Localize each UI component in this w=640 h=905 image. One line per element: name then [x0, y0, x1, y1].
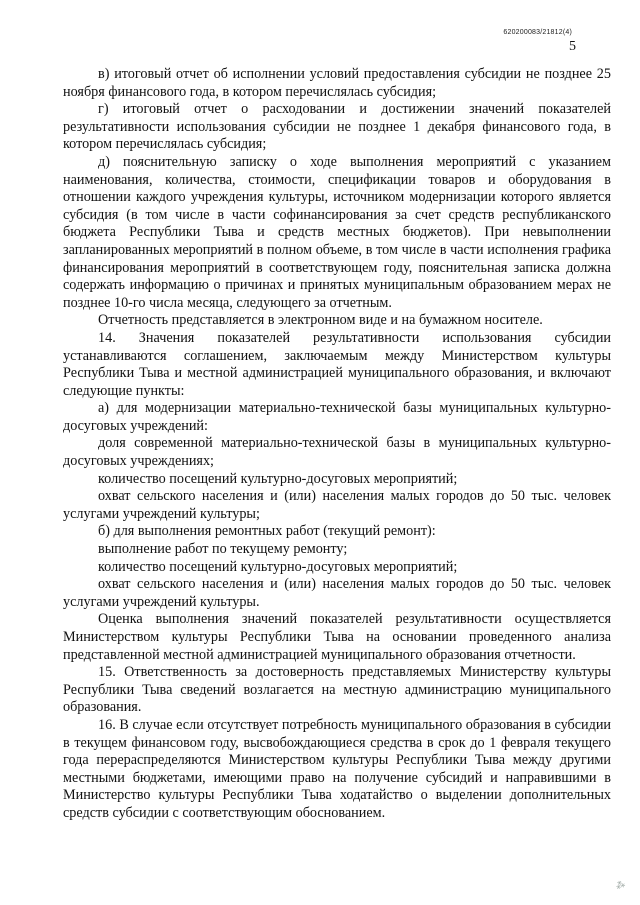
paragraph-report-execution: в) итоговый отчет об исполнении условий предоставления субсидии не позднее 25 ноября финансового года, в котором перечислялась субсидия; — [63, 66, 611, 100]
page-number: 5 — [569, 39, 576, 54]
paragraph-14-indicators: 14. Значения показателей результативности использования субсидии устанавливаются соглашением, заключаемым между Министерством культуры Республики Тыва и местной администрацией муниципального образования, и включают следующие пункты: — [63, 329, 611, 399]
corner-scan-mark: ⁂ — [614, 878, 627, 892]
paragraph-16-redistribution: 16. В случае если отсутствует потребность муниципального образования в субсидии в текущем финансовом году, высвобождающиеся средства в срок до 1 февраля текущего года перераспределяются Министерством культуры Республики Тыва между другими местными бюджетами, имеющими право на получение субсидий и направившими в Министерство культуры Республики Тыва ходатайство о выделении дополнительных средств субсидии с соответствующим обоснованием. — [63, 716, 611, 821]
paragraph-explanatory-note: д) пояснительную записку о ходе выполнения мероприятий с указанием наименования, количества, стоимости, спецификации товаров и оборудования в отношении каждого учреждения культуры, источником модернизации которого является субсидия (в том числе в части софинансирования за счет средств республиканского бюджета Республики Тыва и средств местных бюджетов). При невыполнении запланированных мероприятий в полном объеме, в том числе в части исполнения графика финансирования мероприятий в соответствующем году, пояснительная записка должна содержать информацию о причинах и принятых муниципальным образованием мерах не позднее 10-го числа месяца, следующего за отчетным. — [63, 153, 611, 311]
paragraph-indicator-visits: количество посещений культурно-досуговых мероприятий; — [98, 470, 458, 487]
document-id: 620200083/21812(4) — [503, 29, 572, 36]
paragraph-report-expenditure: г) итоговый отчет о расходовании и достижении значений показателей результативности использования субсидии не позднее 1 декабря финансового года, в котором перечислялась субсидия; — [63, 101, 611, 153]
paragraph-item-a: а) для модернизации материально-технической базы муниципальных культурно-досуговых учреждений: — [63, 400, 611, 434]
document-body — [63, 66, 611, 823]
paragraph-item-b: б) для выполнения ремонтных работ (текущий ремонт): — [98, 523, 436, 540]
paragraph-indicator-repair: выполнение работ по текущему ремонту; — [98, 541, 348, 558]
paragraph-indicator-share: доля современной материально-технической базы в муниципальных культурно-досуговых учреждениях; — [63, 435, 611, 470]
paragraph-reporting-format: Отчетность представляется в электронном виде и на бумажном носителе. — [98, 312, 543, 329]
paragraph-indicator-visits-2: количество посещений культурно-досуговых мероприятий; — [98, 558, 458, 575]
paragraph-15-responsibility: 15. Ответственность за достоверность представляемых Министерству культуры Республики Тыва сведений возлагается на местную администрацию муниципального образования. — [63, 664, 611, 716]
paragraph-indicator-coverage: охват сельского населения и (или) населения малых городов до 50 тыс. человек услугами учреждений культуры; — [63, 488, 611, 522]
paragraph-evaluation: Оценка выполнения значений показателей результативности осуществляется Министерством культуры Республики Тыва на основании проведенного анализа представленной местной администрацией муниципального образования отчетности. — [63, 611, 611, 663]
paragraph-indicator-coverage-2: охват сельского населения и (или) населения малых городов до 50 тыс. человек услугами учреждений культуры. — [63, 576, 611, 610]
